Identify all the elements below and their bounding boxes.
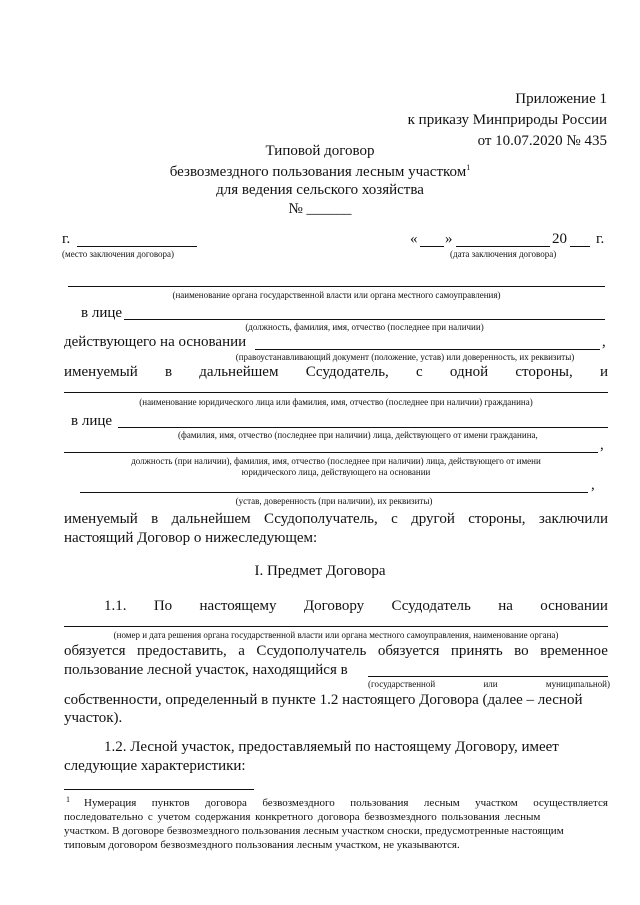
word: (государственной [368,679,436,689]
concluded-line: настоящий Договор о нижеследующем: [64,530,318,546]
word: пунктов [151,797,190,809]
position-caption-1: должность (при наличии), фамилия, имя, отчество (последнее при наличии) лица, действующего от имени [131,456,541,466]
word: Договору [303,598,365,614]
plot-line: участок). [64,710,123,726]
date-open-quote: « [410,231,418,247]
ownership-field[interactable] [368,676,608,677]
word: дальнейшем [199,364,279,380]
order-date-number: от 10.07.2020 № 435 [477,133,607,149]
decision-field[interactable] [64,626,608,627]
word: Нумерация [84,797,137,809]
contract-number: № ______ [288,201,352,217]
paragraph-1-2: 1.2. Лесной участок, предоставляемый по настоящему Договору, имеет [104,739,559,755]
date-close-quote: » [445,231,453,247]
borrower-position-field[interactable] [64,452,598,453]
word: участком [475,797,518,809]
position-caption-2: юридического лица, действующего на основании [241,467,431,477]
word: настоящему [199,598,277,614]
word: другой [411,511,455,527]
city-prefix: г. [62,231,71,247]
word: именуемый [64,511,138,527]
document-title: Типовой договор [265,143,375,159]
representative-caption: (фамилия, имя, отчество (последнее при наличии) лица, действующего от имени гражданина, [178,430,538,440]
day-field[interactable] [420,246,444,247]
comma-2: , [600,437,604,453]
word: стороны, [515,364,573,380]
borrower-representative-field[interactable] [118,427,608,428]
word: одной [449,364,489,380]
footnote-line-2: последовательно с учетом содержания конкретного договора безвозмездного пользования лесным [64,811,541,823]
word: стороны, [468,511,526,527]
word: предоставить, [136,643,227,659]
position-caption: (должность, фамилия, имя, отчество (последнее при наличии) [245,322,484,332]
year-field[interactable] [570,246,590,247]
footnote-line-1 [84,797,608,809]
word: или [483,679,498,689]
order-reference: к приказу Минприроды России [407,112,607,128]
year-suffix: г. [596,231,605,247]
month-field[interactable] [456,246,550,247]
section-heading: I. Предмет Договора [254,563,386,579]
word: с [416,364,423,380]
document-caption: (правоустанавливающий документ (положение, устав) или доверенность, их реквизиты) [235,352,575,362]
property-line: собственности, определенный в пункте 1.2 настоящего Договора (далее – лесной [64,692,583,708]
footnote-line-3: участком. В договоре безвозмездного пользования лесным участком сноски, предусмотренные настоящим [64,825,564,837]
word: именуемый [64,364,138,380]
word: принять [450,643,503,659]
document-subtitle [0,163,640,181]
appendix-label: Приложение 1 [515,91,607,107]
word: обязуется [64,643,126,659]
word: в [164,364,173,380]
use-line: пользование лесной участок, находящийся в [64,662,348,678]
word: Ссудодатель [391,598,471,614]
entity-caption: (наименование юридического лица или фамилия, имя, отчество (последнее при наличии) гражданина) [139,397,533,407]
basis-document-field[interactable] [255,349,600,350]
paragraph-1-1 [104,598,608,615]
footnote-ref: 1 [466,163,471,172]
word: временное [540,643,608,659]
in-person-label-2: в лице [71,413,113,429]
word: лесным [423,797,460,809]
organ-field[interactable] [68,286,605,287]
party2-designation [64,511,608,528]
obliges-line [64,643,608,660]
footnote-mark: 1 [66,795,70,804]
place-caption: (место заключения договора) [62,249,175,259]
date-caption: (дата заключения договора) [450,249,557,259]
word: во [514,643,529,659]
word: По [153,598,173,614]
word: а [238,643,245,659]
representative-field[interactable] [124,319,605,320]
in-person-label: в лице [81,305,123,321]
borrower-entity-field[interactable] [64,392,608,393]
word: с [391,511,398,527]
word: безвозмездного [262,797,335,809]
decision-caption: (номер и дата решения органа государственной власти или органа местного самоуправления, наименование органа) [113,630,559,640]
document-purpose: для ведения сельского хозяйства [216,182,424,198]
word: дальнейшем [171,511,251,527]
characteristics-line: следующие характеристики: [64,758,246,774]
word: обязуется [377,643,440,659]
word: и [599,364,608,380]
basis-caption: (устав, доверенность (при наличии), их реквизиты) [235,496,433,506]
word: муниципальной) [545,679,610,689]
word: заключили [538,511,608,527]
comma-3: , [591,477,595,493]
party1-designation [64,364,608,381]
word: Ссудополучатель [256,643,367,659]
acting-basis-label: действующего на основании [64,334,247,350]
comma: , [602,334,606,350]
place-field[interactable] [77,246,197,247]
word: 1.1. [104,598,127,614]
word: на [498,598,513,614]
word: договора [205,797,247,809]
footnote-separator [64,789,254,790]
century-text: 20 [552,231,567,247]
word: Ссудодатель, [305,364,389,380]
borrower-basis-field[interactable] [80,492,588,493]
word: основании [540,598,608,614]
word: пользования [350,797,409,809]
organ-caption: (наименование органа государственной власти или органа местного самоуправления) [172,290,501,300]
word: в [151,511,159,527]
word: осуществляется [533,797,608,809]
footnote-line-4: типовым договором безвозмездного пользования лесным участком, не указываются. [64,839,460,851]
subtitle-text: безвозмездного пользования лесным участком [169,164,467,180]
word: Ссудополучатель, [264,511,378,527]
ownership-caption [368,679,610,690]
